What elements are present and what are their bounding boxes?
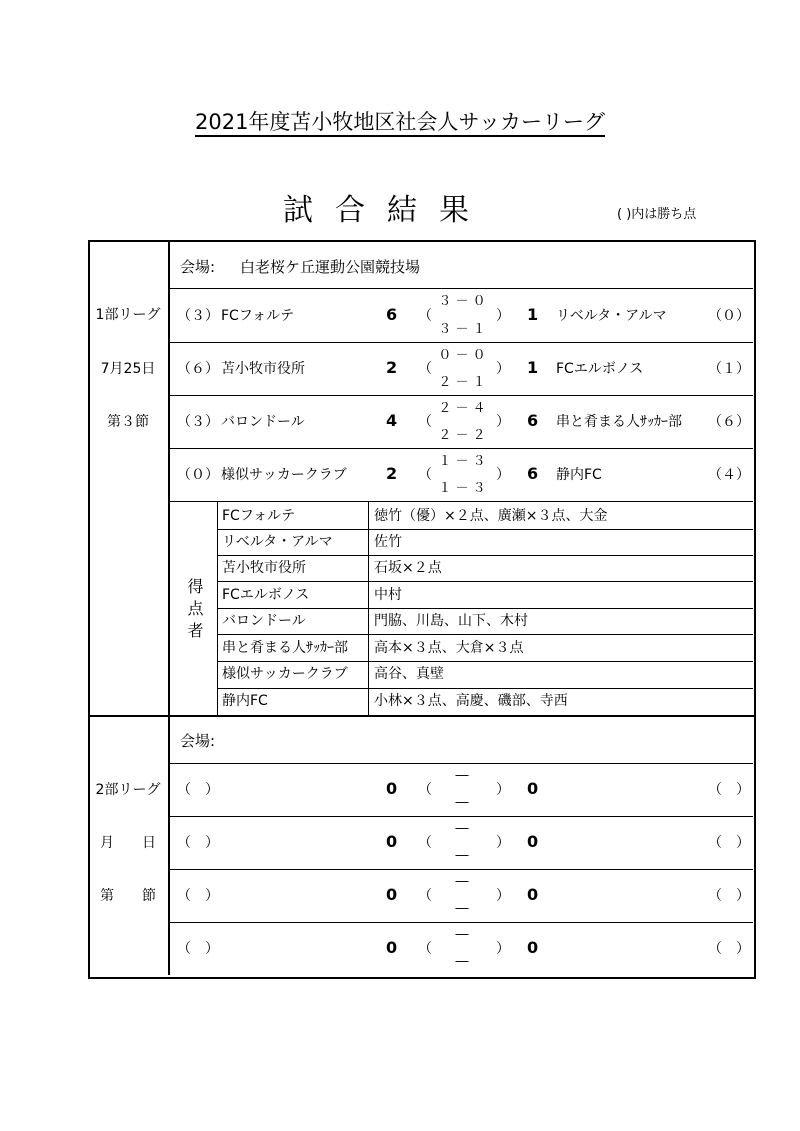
home-team: バロンドール [221,414,305,430]
home-team: FCフォルテ [221,308,295,324]
points-note: ( )内は勝ち点 [617,207,697,222]
home-score: 4 [386,411,398,430]
away-team: 串と肴まる人ｻｯｶｰ部 [556,414,682,430]
away-score: 1 [527,305,539,324]
scorers-label: 得点者 [185,578,204,644]
home-score: 0 [386,885,398,904]
away-team: リベルタ・アルマ [556,308,667,324]
away-team: 静内FC [556,467,602,483]
venue-label: 会場: [180,732,216,750]
venue-name: 白老桜ケ丘運動公園競技場 [240,258,421,276]
home-score: 0 [386,832,398,851]
away-score: 0 [527,832,539,851]
league1-round: 第３節 [107,414,149,430]
away-score: 6 [527,464,539,483]
home-team: 様似サッカークラブ [221,467,347,483]
home-team: 苫小牧市役所 [221,361,305,377]
league2-date: 月 日 [100,835,156,851]
home-score: 0 [386,779,398,798]
page-title: 2021年度苫小牧地区社会人サッカーリーグ [0,106,800,136]
home-score: 0 [386,938,398,957]
league2-name: 2部リーグ [95,782,161,798]
league2-round: 第 節 [100,888,156,904]
away-score: 0 [527,938,539,957]
league1-date: 7月25日 [100,361,156,377]
league1-name: 1部リーグ [95,307,161,323]
home-score: 2 [386,358,398,377]
home-score: 2 [386,464,398,483]
away-score: 1 [527,358,539,377]
away-team: FCエルボノス [556,361,644,377]
results-heading: 試合結果 [283,193,491,228]
venue-label: 会場: [180,258,216,276]
home-score: 6 [386,305,398,324]
away-score: 0 [527,779,539,798]
away-score: 0 [527,885,539,904]
away-score: 6 [527,411,539,430]
